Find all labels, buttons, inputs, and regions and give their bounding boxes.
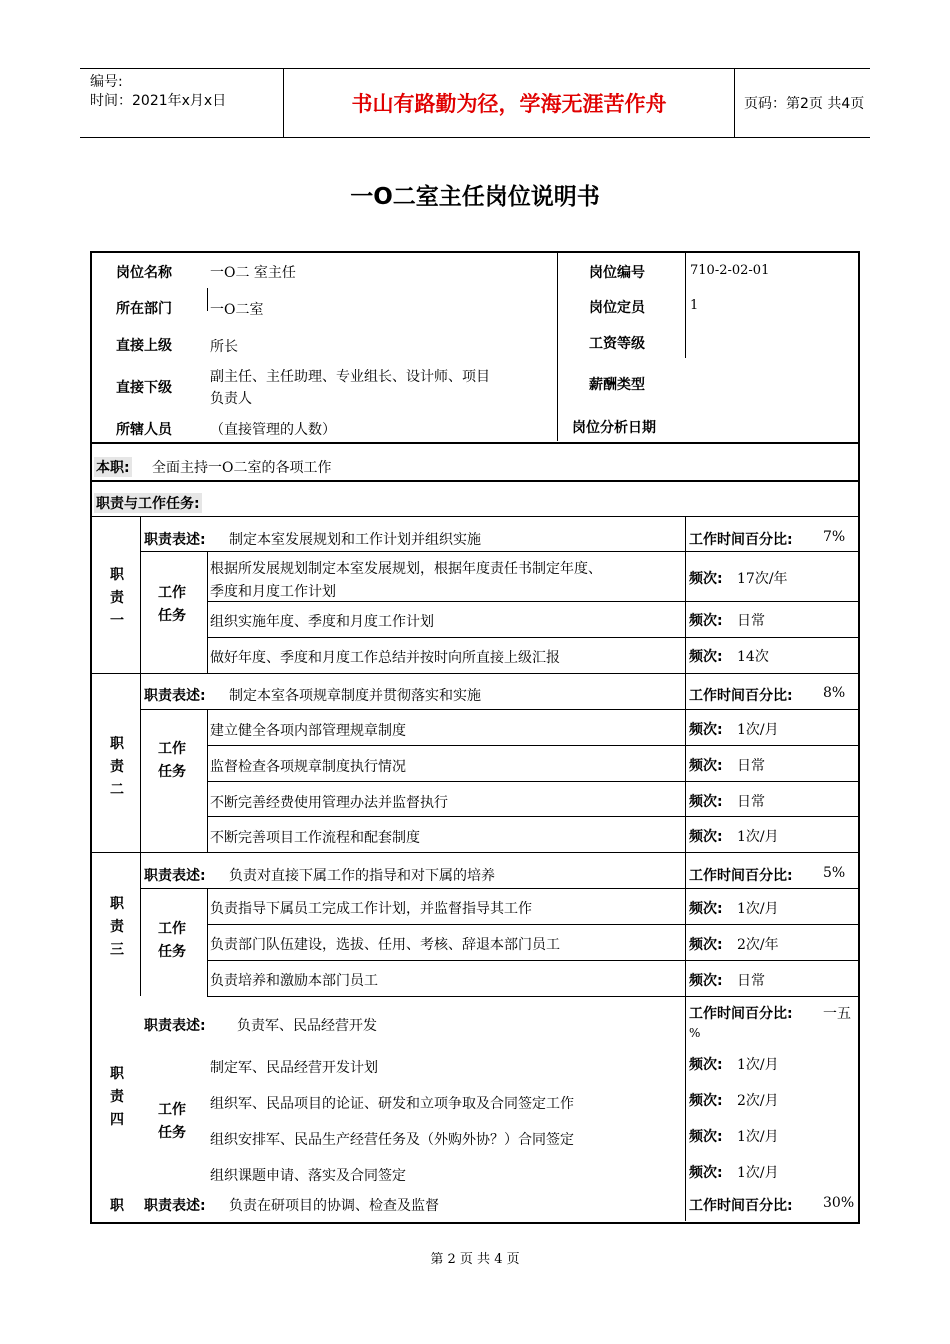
duty-name: 职 责 一 xyxy=(110,567,124,629)
duty-pct-label: 工作时间百分比: xyxy=(689,1006,793,1022)
task-text: 组织安排军、民品生产经营任务及（外购外协？）合同签定 xyxy=(210,1132,574,1148)
duty-pct: 5% xyxy=(823,865,846,881)
duty-name: 职 责 三 xyxy=(110,896,124,958)
page-code: 页码：第2页 共4页 xyxy=(744,96,865,112)
pay-type-label: 薪酬类型 xyxy=(589,377,645,393)
duty-pct-cont: % xyxy=(689,1026,701,1040)
freq-label: 频次: xyxy=(689,649,723,665)
freq-label: 频次: xyxy=(689,1129,723,1145)
time-label: 时间：2021年x月x日 xyxy=(90,93,227,109)
managed-label: 所辖人员 xyxy=(116,422,172,438)
duties-header: 职责与工作任务: xyxy=(94,493,202,513)
subordinates-value-line1: 副主任、主任助理、专业组长、设计师、项目 xyxy=(210,369,490,385)
task-freq: 1次/月 xyxy=(737,829,779,845)
number-label: 编号: xyxy=(90,74,123,90)
duty-desc: 制定本室发展规划和工作计划并组织实施 xyxy=(229,532,481,548)
task-freq: 1次/月 xyxy=(737,1165,779,1181)
page-header xyxy=(80,68,870,138)
freq-label: 频次: xyxy=(689,571,723,587)
duty-pct: 一五 xyxy=(823,1006,851,1022)
main-duty-rule xyxy=(92,480,858,482)
task-freq: 2次/年 xyxy=(737,937,779,953)
rule xyxy=(685,516,686,673)
rule xyxy=(92,673,858,674)
freq-label: 频次: xyxy=(689,1057,723,1073)
task-text: 负责培养和激励本部门员工 xyxy=(210,973,378,989)
main-duty-label: 本职: xyxy=(94,457,132,477)
duty-desc: 负责对直接下属工作的指导和对下属的培养 xyxy=(229,868,495,884)
duty-pct-label: 工作时间百分比: xyxy=(689,868,793,884)
task-freq: 1次/月 xyxy=(737,722,779,738)
position-code-value: 710-2-02-01 xyxy=(690,263,770,278)
position-code-label: 岗位编号 xyxy=(589,265,645,281)
rule xyxy=(140,709,858,710)
motto: 书山有路勤为径，学海无涯苦作舟 xyxy=(283,69,735,137)
duty-pct: 30% xyxy=(823,1195,855,1211)
headcount-value: 1 xyxy=(690,298,699,313)
rule xyxy=(207,924,858,925)
freq-label: 频次: xyxy=(689,722,723,738)
duty-desc: 负责在研项目的协调、检查及监督 xyxy=(229,1198,439,1214)
rule xyxy=(140,516,141,673)
freq-label: 频次: xyxy=(689,829,723,845)
headcount-label: 岗位定员 xyxy=(589,300,645,316)
task-text: 不断完善项目工作流程和配套制度 xyxy=(210,830,420,846)
rule xyxy=(685,673,686,852)
page-footer: 第 2 页 共 4 页 xyxy=(430,1252,520,1267)
duty-pct: 7% xyxy=(823,529,846,545)
subordinates-value-line2: 负责人 xyxy=(210,391,252,407)
freq-label: 频次: xyxy=(689,1165,723,1181)
duty-desc-label: 职责表述: xyxy=(144,1018,206,1034)
rule xyxy=(207,601,858,602)
rule xyxy=(140,888,858,889)
duty-desc: 制定本室各项规章制度并贯彻落实和实施 xyxy=(229,688,481,704)
task-freq: 日常 xyxy=(737,758,765,774)
page-title: 一O二室主任岗位说明书 xyxy=(350,184,600,210)
duty-desc-label: 职责表述: xyxy=(144,532,206,548)
freq-label: 频次: xyxy=(689,1093,723,1109)
freq-label: 频次: xyxy=(689,937,723,953)
analysis-date-label: 岗位分析日期 xyxy=(572,420,656,436)
rule xyxy=(685,852,686,1221)
duty-name: 职 xyxy=(110,1198,124,1214)
rule xyxy=(207,960,858,961)
task-text: 做好年度、季度和月度工作总结并按时向所直接上级汇报 xyxy=(210,650,560,666)
task-label: 工作 任务 xyxy=(158,1102,186,1141)
info-tick xyxy=(207,288,208,311)
header-meta xyxy=(80,69,283,137)
task-text: 负责部门队伍建设，选拔、任用、考核、辞退本部门员工 xyxy=(210,937,560,953)
freq-label: 频次: xyxy=(689,901,723,917)
duty-pct-label: 工作时间百分比: xyxy=(689,688,793,704)
task-text: 根据所发展规划制定本室发展规划，根据年度责任书制定年度、 xyxy=(210,561,602,577)
task-text: 组织课题申请、落实及合同签定 xyxy=(210,1168,406,1184)
task-freq: 日常 xyxy=(737,613,765,629)
task-text: 组织实施年度、季度和月度工作计划 xyxy=(210,614,434,630)
rule xyxy=(207,996,858,997)
rule xyxy=(207,551,208,673)
rule xyxy=(207,745,858,746)
duty-desc-label: 职责表述: xyxy=(144,1198,206,1214)
duty-pct: 8% xyxy=(823,685,846,701)
rule xyxy=(140,852,141,996)
superior-label: 直接上级 xyxy=(116,338,172,354)
rule xyxy=(140,551,858,552)
duty-name: 职 责 二 xyxy=(110,736,124,798)
task-text: 制定军、民品经营开发计划 xyxy=(210,1060,378,1076)
freq-label: 频次: xyxy=(689,758,723,774)
freq-label: 频次: xyxy=(689,613,723,629)
task-freq: 日常 xyxy=(737,794,765,810)
department-value: 一O二室 xyxy=(210,302,264,318)
task-text: 监督检查各项规章制度执行情况 xyxy=(210,759,406,775)
department-label: 所在部门 xyxy=(116,301,172,317)
task-text: 组织军、民品项目的论证、研发和立项争取及合同签定工作 xyxy=(210,1096,574,1112)
task-label: 工作 任务 xyxy=(158,921,186,960)
task-label: 工作 任务 xyxy=(158,585,186,624)
task-freq: 1次/月 xyxy=(737,901,779,917)
freq-label: 频次: xyxy=(689,794,723,810)
rule xyxy=(207,709,208,852)
info-code-divider xyxy=(685,253,686,358)
position-name-value: 一O二 室主任 xyxy=(210,265,296,281)
duty-desc-label: 职责表述: xyxy=(144,688,206,704)
duty-name: 职 责 四 xyxy=(110,1066,124,1128)
rule xyxy=(207,888,208,996)
duty-desc: 负责军、民品经营开发 xyxy=(237,1018,377,1034)
salary-grade-label: 工资等级 xyxy=(589,336,645,352)
rule xyxy=(140,673,141,852)
rule xyxy=(207,637,858,638)
info-divider xyxy=(557,253,558,441)
duties-header-rule xyxy=(92,516,858,517)
task-freq: 14次 xyxy=(737,649,769,665)
subordinates-label: 直接下级 xyxy=(116,380,172,396)
freq-label: 频次: xyxy=(689,973,723,989)
task-text: 建立健全各项内部管理规章制度 xyxy=(210,723,406,739)
main-duty-text: 全面主持一O二室的各项工作 xyxy=(152,460,332,476)
task-text: 负责指导下属员工完成工作计划，并监督指导其工作 xyxy=(210,901,532,917)
task-freq: 1次/月 xyxy=(737,1129,779,1145)
rule xyxy=(207,781,858,782)
info-bottom-rule xyxy=(92,442,858,444)
duty-desc-label: 职责表述: xyxy=(144,868,206,884)
managed-value: （直接管理的人数） xyxy=(210,422,336,438)
duty-pct-label: 工作时间百分比: xyxy=(689,532,793,548)
rule xyxy=(207,816,858,817)
task-freq: 1次/月 xyxy=(737,1057,779,1073)
task-freq: 17次/年 xyxy=(737,571,788,587)
position-name-label: 岗位名称 xyxy=(116,265,172,281)
rule xyxy=(92,852,858,853)
task-label: 工作 任务 xyxy=(158,741,186,780)
task-freq: 日常 xyxy=(737,973,765,989)
job-description-form xyxy=(90,251,860,1224)
task-text-cont: 季度和月度工作计划 xyxy=(210,584,336,600)
task-text: 不断完善经费使用管理办法并监督执行 xyxy=(210,795,448,811)
superior-value: 所长 xyxy=(210,339,238,355)
task-freq: 2次/月 xyxy=(737,1093,779,1109)
duty-pct-label: 工作时间百分比: xyxy=(689,1198,793,1214)
